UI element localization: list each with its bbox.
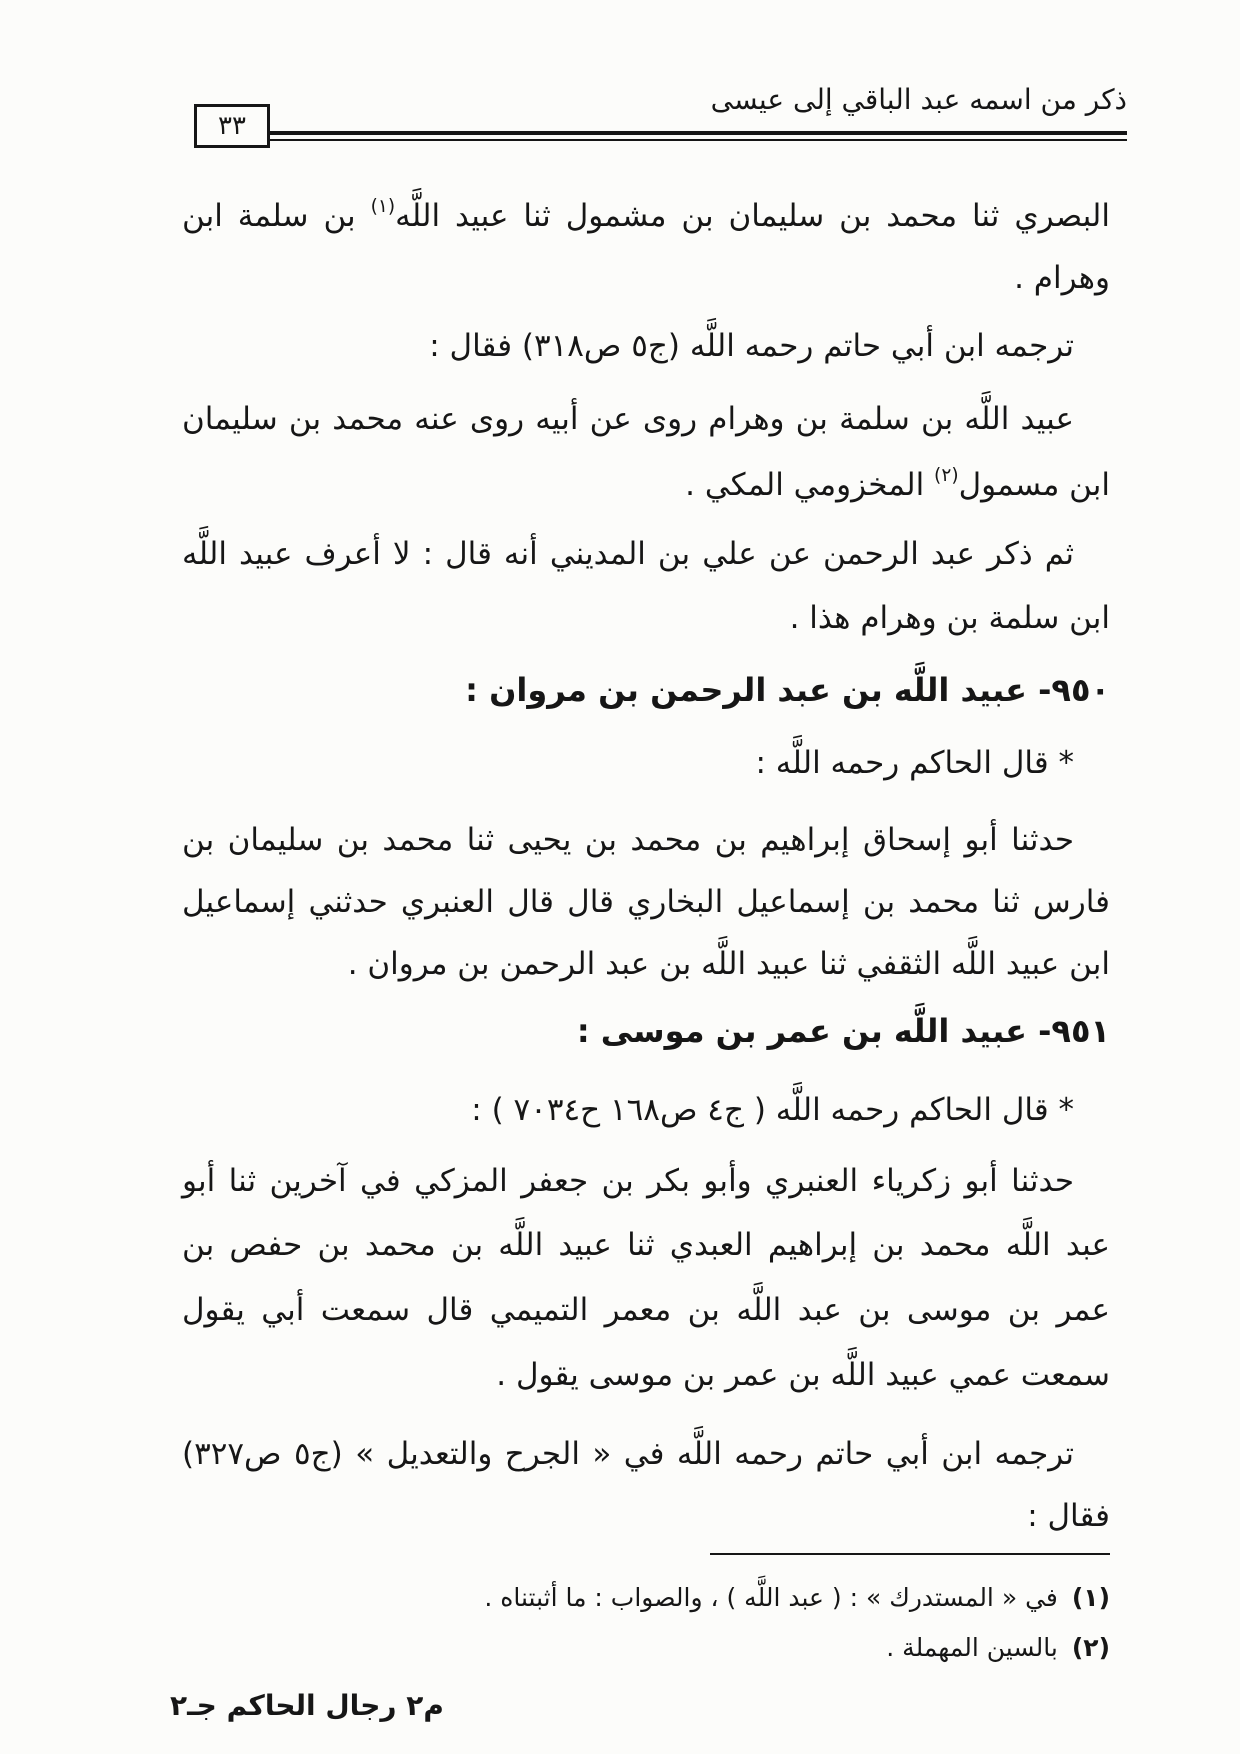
body-line — [180, 453, 1110, 517]
body-line-text: البصري ثنا محمد بن سليمان بن مشمول ثنا عبيد اللَّه — [395, 198, 1110, 234]
entry-heading: ٩٥١- عبيد اللَّه بن عمر بن موسى : — [576, 1012, 1110, 1050]
footnote-ref: (١) — [370, 196, 396, 218]
body-line: ثم ذكر عبد الرحمن عن علي بن المديني أنه قال : لا أعرف عبيد اللَّه — [182, 536, 1074, 572]
header-double-rule — [267, 131, 1127, 141]
body-line: ترجمه ابن أبي حاتم رحمه اللَّه في « الجرح والتعديل » (ج٥ ص٣٢٧) — [181, 1436, 1074, 1472]
body-line-text: بن سلمة ابن — [182, 198, 371, 234]
body-line: * قال الحاكم رحمه اللَّه : — [755, 745, 1074, 781]
running-header-title: ذكر من اسمه عبد الباقي إلى عيسى — [710, 83, 1127, 116]
body-line: سمعت عمي عبيد اللَّه بن عمر بن موسى يقول . — [496, 1357, 1110, 1393]
footnote — [180, 1578, 1110, 1618]
body-line: حدثنا أبو إسحاق إبراهيم بن محمد بن يحيى ثنا محمد بن سليمان بن — [182, 822, 1074, 858]
signature-mark: م٢ رجال الحاكم جـ٢ — [170, 1689, 444, 1722]
body-line: حدثنا أبو زكرياء العنبري وأبو بكر بن جعفر المزكي في آخرين ثنا أبو — [182, 1163, 1074, 1199]
body-line-text: ابن مسمول — [958, 467, 1110, 503]
body-line-text: المخزومي المكي . — [685, 467, 935, 503]
body-line: * قال الحاكم رحمه اللَّه ( ج٤ ص١٦٨ ح٧٠٣٤ ) : — [471, 1092, 1074, 1128]
body-line: ابن سلمة بن وهرام هذا . — [789, 600, 1110, 636]
footnote — [180, 1628, 1110, 1668]
footnote-ref: (٢) — [934, 465, 959, 487]
body-line: فقال : — [1027, 1498, 1110, 1534]
body-line — [180, 184, 1110, 248]
body-line: ترجمه ابن أبي حاتم رحمه اللَّه (ج٥ ص٣١٨) فقال : — [429, 328, 1074, 364]
footnote-separator — [710, 1553, 1110, 1555]
body-line: وهرام . — [1014, 260, 1110, 296]
body-line: عمر بن موسى بن عبد اللَّه بن معمر التميمي قال سمعت أبي يقول — [182, 1292, 1110, 1328]
entry-heading: ٩٥٠- عبيد اللَّه بن عبد الرحمن بن مروان : — [465, 671, 1110, 709]
body-line: فارس ثنا محمد بن إسماعيل البخاري قال قال العنبري حدثني إسماعيل — [182, 884, 1110, 920]
body-line: عبيد اللَّه بن سلمة بن وهرام روى عن أبيه روى عنه محمد بن سليمان — [182, 401, 1074, 437]
footnote-marker: (٢) — [1071, 1633, 1110, 1662]
footnote-text: في « المستدرك » : ( عبد اللَّه ) ، والصواب : ما أثبتناه . — [484, 1583, 1058, 1612]
footnote-text: بالسين المهملة . — [886, 1633, 1058, 1662]
page-number: ٣٣ — [194, 104, 270, 148]
footnote-marker: (١) — [1071, 1583, 1110, 1612]
body-line: عبد اللَّه محمد بن إبراهيم العبدي ثنا عبيد اللَّه بن محمد بن حفص بن — [182, 1227, 1110, 1263]
body-line: ابن عبيد اللَّه الثقفي ثنا عبيد اللَّه بن عبد الرحمن بن مروان . — [347, 946, 1110, 982]
